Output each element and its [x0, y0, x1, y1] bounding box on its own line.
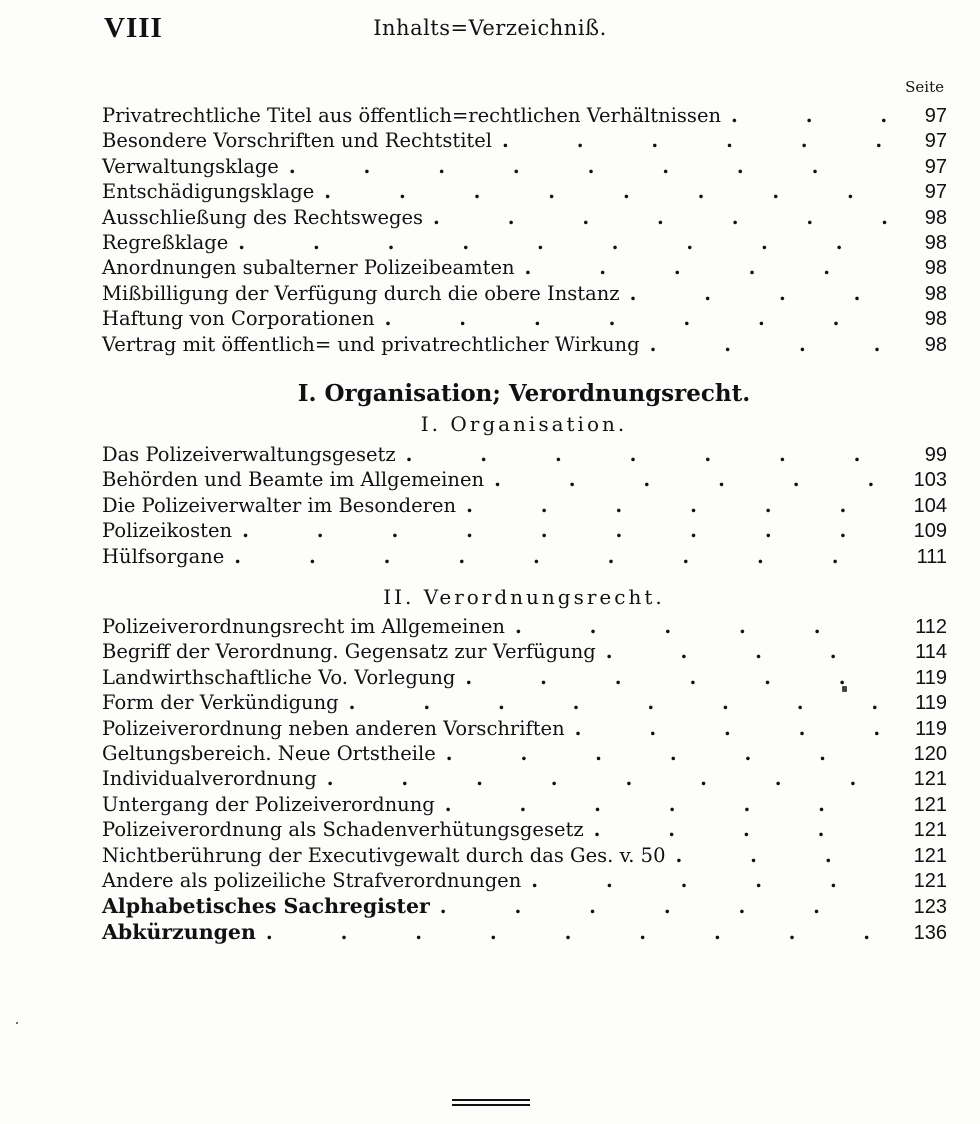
entry-title: Polizeikosten [102, 519, 233, 543]
entry-title: Begriff der Verordnung. Gegensatz zur Verfügung [102, 640, 596, 664]
ink-speck [16, 1022, 18, 1024]
entry-page: 114 [915, 641, 947, 664]
toc-entry [102, 256, 947, 281]
toc-entry [102, 717, 947, 742]
toc-intro-list [102, 104, 947, 358]
entry-title: Polizeiverordnung als Schadenverhütungsgesetz [102, 818, 584, 842]
entry-title: Polizeiverordnungsrecht im Allgemeinen [102, 615, 505, 638]
entry-title: Individualverordnung [102, 767, 317, 791]
entry-page: 121 [913, 819, 947, 842]
entry-title: Haftung von Corporationen [102, 307, 375, 331]
entry-title: Form der Verkündigung [102, 691, 339, 715]
toc-entry [102, 155, 947, 180]
entry-title: Geltungsbereich. Neue Ortstheile [102, 741, 436, 765]
page-number: VIII [104, 12, 163, 44]
entry-title: Polizeiverordnung neben anderen Vorschriften [102, 716, 565, 740]
entry-page: 99 [924, 444, 947, 466]
entry-title: Alphabetisches Sachregister [102, 894, 430, 919]
entry-title: Entschädigungsklage [102, 180, 315, 204]
entry-page: 119 [915, 666, 947, 689]
entry-title: Privatrechtliche Titel aus öffentlich=rechtlichen Verhältnissen [102, 104, 722, 127]
toc-entry-back-matter [102, 920, 947, 945]
toc-entry [102, 333, 947, 358]
toc-entry [102, 104, 947, 129]
toc-entry [102, 180, 947, 205]
footer-rule [452, 1099, 530, 1101]
entry-page: 98 [924, 206, 947, 229]
entry-page: 119 [915, 692, 947, 715]
entry-page: 119 [915, 717, 947, 740]
section-heading-verordnungsrecht: II. Verordnungsrecht. [383, 585, 665, 609]
entry-page: 109 [913, 520, 947, 543]
entry-page: 97 [924, 105, 947, 127]
ink-speck [842, 686, 847, 692]
toc-entry [102, 767, 947, 792]
toc-entry [102, 231, 947, 256]
entry-page: 98 [924, 282, 947, 305]
toc-entry [102, 307, 947, 332]
entry-page: 98 [924, 257, 947, 280]
toc-entry [102, 206, 947, 231]
toc-entry [102, 691, 947, 716]
toc-section2-list [102, 615, 947, 945]
entry-title: Das Polizeiverwaltungsgesetz [102, 443, 396, 466]
entry-title: Andere als polizeiliche Strafverordnungen [102, 868, 522, 892]
entry-title: Regreßklage [102, 230, 229, 254]
entry-title: Ausschließung des Rechtsweges [102, 205, 424, 229]
toc-entry [102, 640, 947, 665]
entry-page: 97 [924, 181, 947, 204]
entry-page: 112 [915, 616, 947, 638]
toc-entry [102, 818, 947, 843]
entry-title: Vertrag mit öffentlich= und privatrechtlicher Wirkung [102, 332, 640, 356]
toc-entry [102, 282, 947, 307]
toc-entry [102, 545, 947, 570]
toc-entry [102, 129, 947, 154]
toc-entry-back-matter [102, 894, 947, 919]
toc-entry [102, 494, 947, 519]
entry-title: Anordnungen subalterner Polizeibeamten [102, 256, 515, 280]
entry-page: 136 [913, 921, 947, 944]
toc-section1-list [102, 443, 947, 570]
entry-title: Landwirthschaftliche Vo. Vorlegung [102, 665, 456, 689]
entry-page: 121 [913, 869, 947, 892]
entry-title: Die Polizeiverwalter im Besonderen [102, 493, 457, 517]
entry-title: Untergang der Polizeiverordnung [102, 792, 435, 816]
entry-page: 121 [913, 793, 947, 816]
toc-entry [102, 443, 947, 468]
entry-page: 104 [913, 494, 947, 517]
toc-entry [102, 844, 947, 869]
entry-page: 111 [916, 545, 947, 568]
part-heading: I. Organisation; Verordnungsrecht. [297, 380, 751, 407]
toc-entry [102, 666, 947, 691]
running-title: Inhalts=Verzeichniß. [373, 16, 607, 40]
entry-title: Abkürzungen [102, 919, 256, 944]
entry-title: Behörden und Beamte im Allgemeinen [102, 468, 485, 492]
entry-page: 103 [913, 469, 947, 492]
entry-title: Nichtberührung der Executivgewalt durch das Ges. v. 50 [102, 843, 666, 867]
entry-title: Besondere Vorschriften und Rechtstitel [102, 129, 493, 153]
entry-page: 98 [924, 333, 947, 356]
toc-entry [102, 615, 947, 640]
toc-entry [102, 793, 947, 818]
entry-page: 123 [913, 896, 947, 919]
entry-page: 97 [924, 130, 947, 153]
entry-page: 98 [924, 308, 947, 331]
entry-page: 97 [924, 155, 947, 178]
entry-page: 121 [913, 768, 947, 791]
entry-title: Hülfsorgane [102, 544, 225, 568]
entry-title: Mißbilligung der Verfügung durch die obere Instanz [102, 281, 620, 305]
entry-page: 121 [913, 844, 947, 867]
footer-rule [452, 1104, 530, 1106]
section-heading-organisation: I. Organisation. [420, 412, 628, 436]
toc-entry [102, 519, 947, 544]
toc-entry [102, 742, 947, 767]
entry-title: Verwaltungsklage [102, 154, 279, 178]
toc-entry [102, 869, 947, 894]
entry-page: 120 [913, 742, 947, 765]
page-column-label: Seite [905, 78, 944, 96]
toc-entry [102, 468, 947, 493]
entry-page: 98 [924, 231, 947, 254]
